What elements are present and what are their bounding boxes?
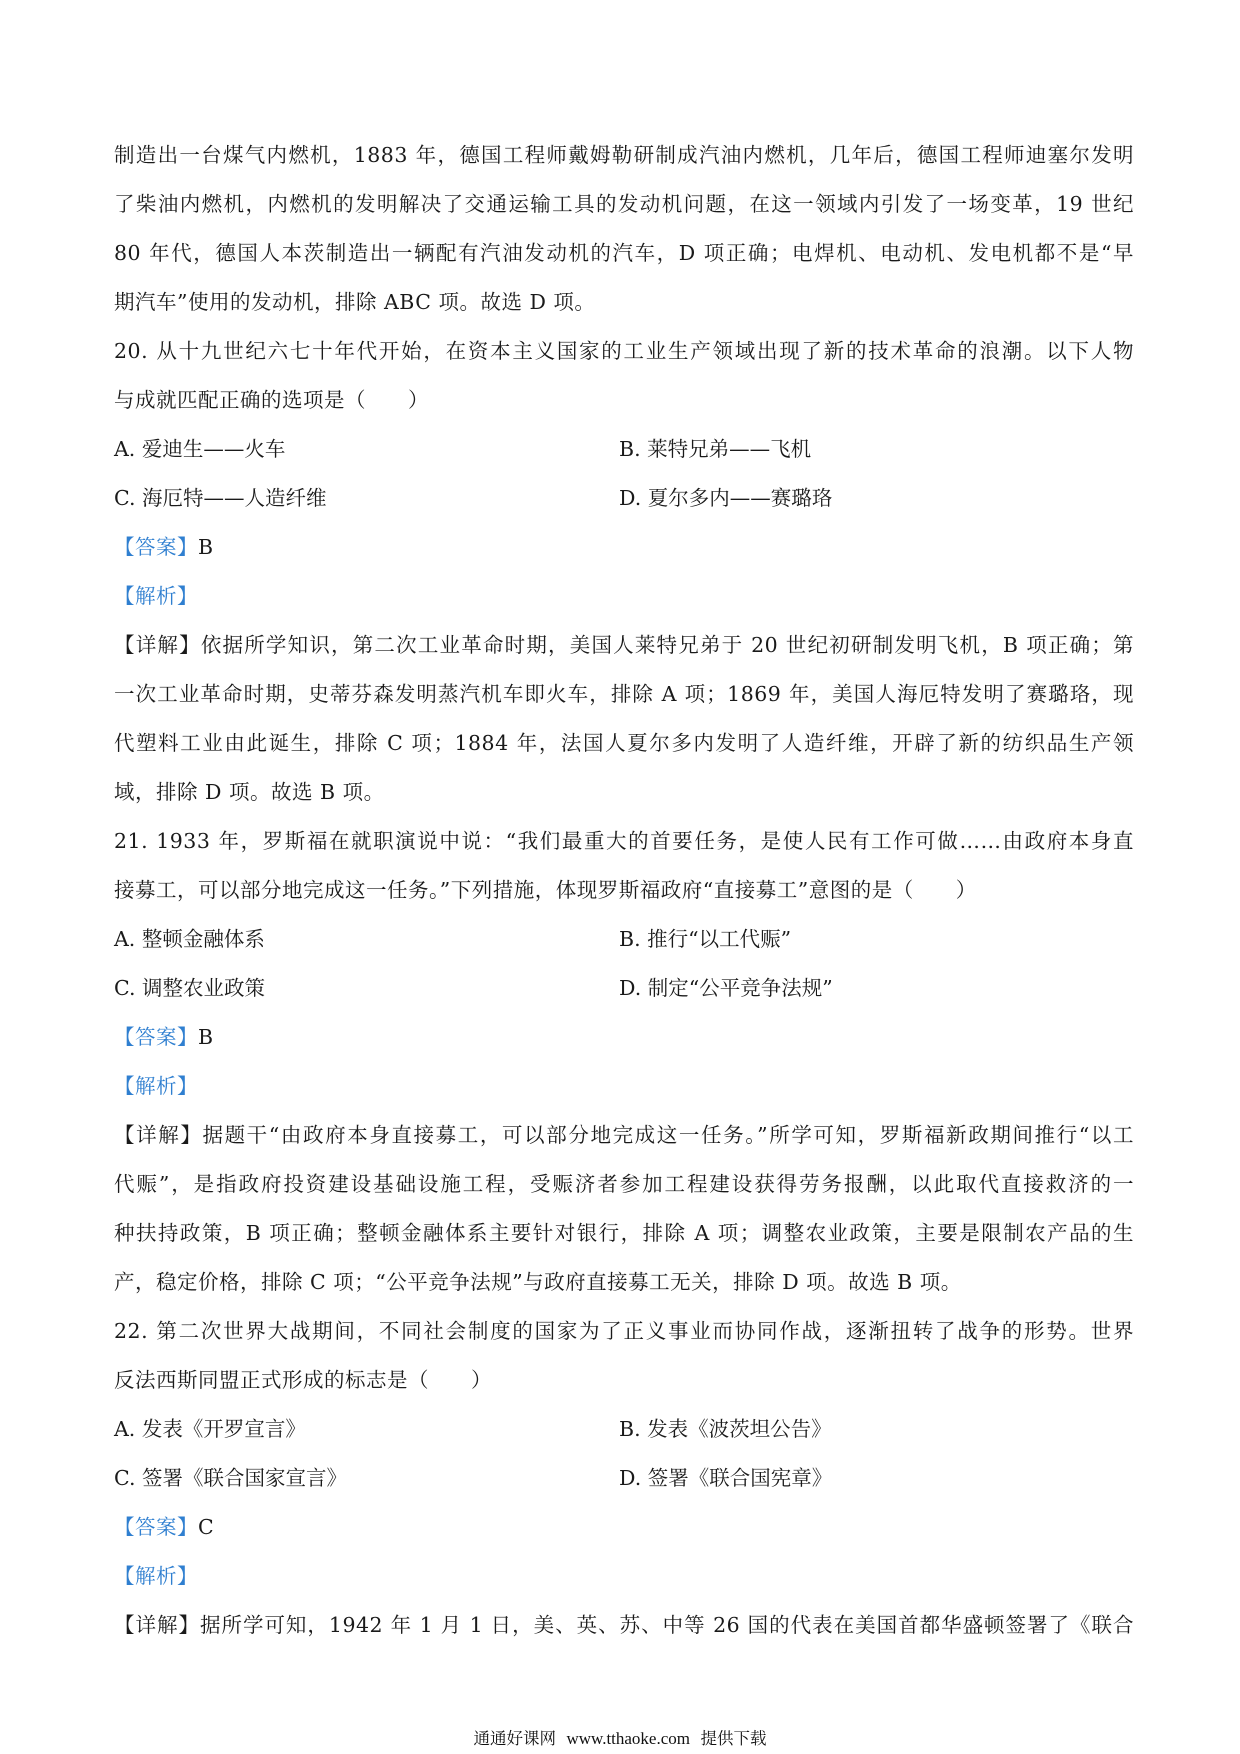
- question-22: [114, 1307, 1134, 1650]
- option-a: A. 整顿金融体系: [114, 927, 265, 951]
- analysis-line: [114, 1552, 1134, 1601]
- answer-line: [114, 523, 1134, 572]
- question-stem: 反法西斯同盟正式形成的标志是（ ）: [114, 1368, 492, 1392]
- answer-value: B: [198, 535, 214, 559]
- option-d: D. 签署《联合国宪章》: [619, 1466, 833, 1490]
- answer-label: 【答案】: [114, 1515, 198, 1539]
- options-row: [114, 1454, 1134, 1503]
- page-footer: [0, 1725, 1240, 1749]
- detail-text: 据题干“由政府本身直接募工，可以部分地完成这一任务。”所学可知，罗斯福新政期间推行“以工: [202, 1123, 1134, 1147]
- footer-site-name: 通通好课网: [473, 1729, 556, 1748]
- detail-line: 种扶持政策，B 项正确；整顿金融体系主要针对银行，排除 A 项；调整农业政策，主要是限制农产品的生: [114, 1221, 1134, 1245]
- text-line: 80 年代，德国人本茨制造出一辆配有汽油发动机的汽车，D 项正确；电焊机、电动机、发电机都不是“早: [114, 241, 1134, 265]
- detail-line: 产，稳定价格，排除 C 项；“公平竞争法规”与政府直接募工无关，排除 D 项。故选 B 项。: [114, 1270, 962, 1294]
- options-row: [114, 964, 1134, 1013]
- detail-text: 依据所学知识，第二次工业革命时期，美国人莱特兄弟于 20 世纪初研制发明飞机，B 项正确；第: [200, 633, 1134, 657]
- option-b: B. 莱特兄弟——飞机: [619, 437, 812, 461]
- option-a: A. 爱迪生——火车: [114, 437, 286, 461]
- option-b: B. 推行“以工代赈”: [619, 927, 792, 951]
- options-row: [114, 474, 1134, 523]
- question-stem: 20. 从十九世纪六七十年代开始，在资本主义国家的工业生产领域出现了新的技术革命的浪潮。以下人物: [114, 339, 1134, 363]
- detail-line: 域，排除 D 项。故选 B 项。: [114, 780, 385, 804]
- detail-line: 代塑料工业由此诞生，排除 C 项；1884 年，法国人夏尔多内发明了人造纤维，开辟了新的纺织品生产领: [114, 731, 1134, 755]
- intro-paragraph: [114, 131, 1134, 327]
- answer-value: C: [198, 1515, 215, 1539]
- text-line: 了柴油内燃机，内燃机的发明解决了交通运输工具的发动机问题，在这一领域内引发了一场变革，19 世纪: [114, 192, 1134, 216]
- answer-label: 【答案】: [114, 1025, 198, 1049]
- footer-suffix: 提供下载: [700, 1729, 767, 1748]
- option-b: B. 发表《波茨坦公告》: [619, 1417, 832, 1441]
- analysis-label: 【解析】: [114, 584, 198, 608]
- question-21: [114, 817, 1134, 1307]
- option-a: A. 发表《开罗宣言》: [114, 1417, 306, 1441]
- detail-line: 一次工业革命时期，史蒂芬森发明蒸汽机车即火车，排除 A 项；1869 年，美国人海厄特发明了赛璐珞，现: [114, 682, 1134, 706]
- detail-line: 代赈”，是指政府投资建设基础设施工程，受赈济者参加工程建设获得劳务报酬，以此取代直接救济的一: [114, 1172, 1134, 1196]
- detail-label: 【详解】: [114, 633, 201, 657]
- question-stem: 接募工，可以部分地完成这一任务。”下列措施，体现罗斯福政府“直接募工”意图的是（ ）: [114, 878, 977, 902]
- option-d: D. 制定“公平竞争法规”: [619, 976, 833, 1000]
- detail-line: [114, 1601, 1134, 1650]
- option-c: C. 海厄特——人造纤维: [114, 486, 327, 510]
- detail-line: [114, 1111, 1134, 1160]
- question-stem: 21. 1933 年，罗斯福在就职演说中说：“我们最重大的首要任务，是使人民有工作可做……由政府本身直: [114, 829, 1134, 853]
- answer-line: [114, 1013, 1134, 1062]
- answer-label: 【答案】: [114, 535, 198, 559]
- answer-line: [114, 1503, 1134, 1552]
- detail-label: 【详解】: [114, 1613, 200, 1637]
- document-body: [114, 131, 1134, 1650]
- question-stem: 与成就匹配正确的选项是（ ）: [114, 388, 429, 412]
- option-d: D. 夏尔多内——赛璐珞: [619, 486, 833, 510]
- option-c: C. 调整农业政策: [114, 976, 265, 1000]
- option-c: C. 签署《联合国家宣言》: [114, 1466, 347, 1490]
- detail-text: 据所学可知，1942 年 1 月 1 日，美、英、苏、中等 26 国的代表在美国首都华盛顿签署了《联合: [199, 1613, 1134, 1637]
- analysis-line: [114, 572, 1134, 621]
- question-20: [114, 327, 1134, 817]
- analysis-label: 【解析】: [114, 1564, 198, 1588]
- text-line: 制造出一台煤气内燃机，1883 年，德国工程师戴姆勒研制成汽油内燃机，几年后，德国工程师迪塞尔发明: [114, 143, 1134, 167]
- detail-line: [114, 621, 1134, 670]
- options-row: [114, 425, 1134, 474]
- options-row: [114, 1405, 1134, 1454]
- footer-url[interactable]: www.tthaoke.com: [566, 1729, 691, 1748]
- answer-value: B: [198, 1025, 214, 1049]
- options-row: [114, 915, 1134, 964]
- analysis-label: 【解析】: [114, 1074, 198, 1098]
- detail-label: 【详解】: [114, 1123, 203, 1147]
- analysis-line: [114, 1062, 1134, 1111]
- text-line: 期汽车”使用的发动机，排除 ABC 项。故选 D 项。: [114, 290, 596, 314]
- question-stem: 22. 第二次世界大战期间，不同社会制度的国家为了正义事业而协同作战，逐渐扭转了战争的形势。世界: [114, 1319, 1134, 1343]
